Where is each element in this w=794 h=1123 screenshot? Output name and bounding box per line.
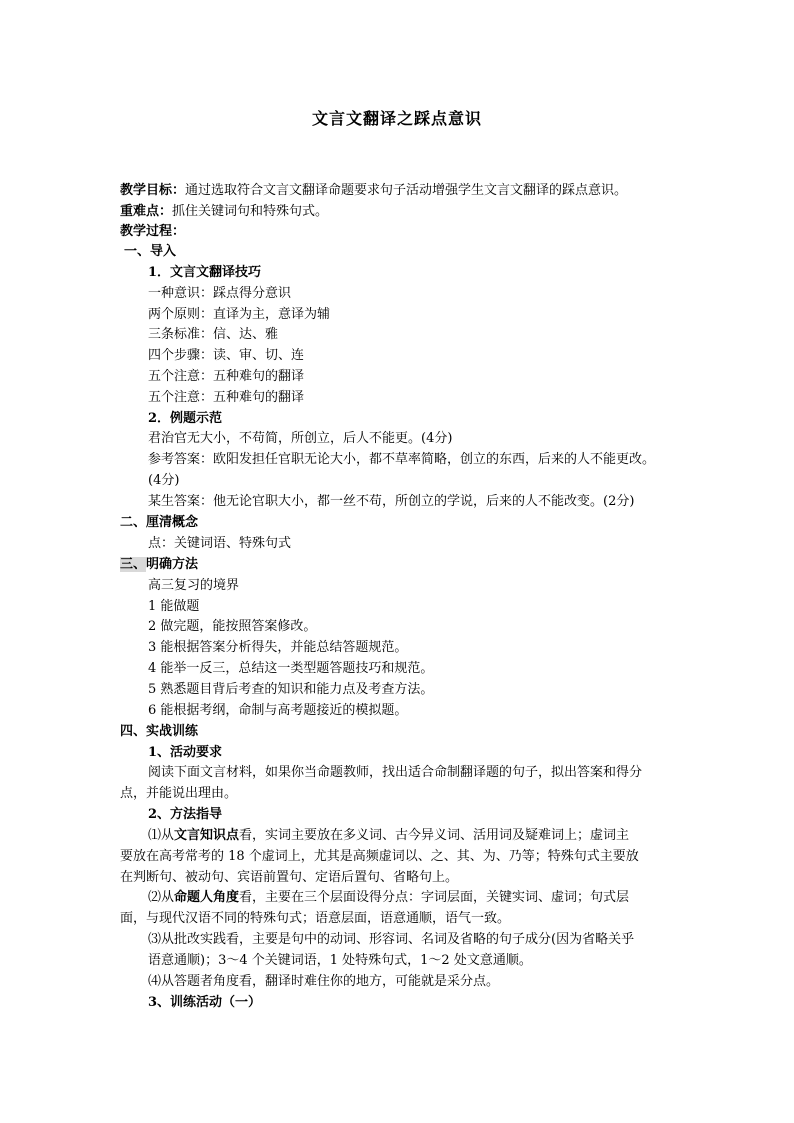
method-1-line-3: 在判断句、被动句、宾语前置句、定语后置句、省略句上。	[120, 870, 459, 885]
list-item: 4 能举一反三，总结这一类型题答题技巧和规范。	[148, 661, 434, 676]
section-4-heading: 四、实战训练	[120, 724, 199, 739]
list-item: 五个注意：五种难句的翻译	[148, 369, 305, 384]
section-3-heading-text: 明确方法	[146, 557, 199, 572]
method-2-keyword: 命题人角度	[174, 890, 240, 905]
method-1-line-2: 要放在高考常考的 18 个虚词上，尤其是高频虚词以、之、其、为、乃等；特殊句式主要放	[120, 849, 639, 864]
list-item: 两个原则：直译为主，意译为辅	[148, 307, 331, 322]
list-item: 三条标准：信、达、雅	[148, 327, 279, 342]
key-point-label: 重难点：	[120, 204, 173, 219]
method-4-line: ⑷从答题者角度看，翻译时难住你的地方，可能就是采分点。	[148, 974, 500, 989]
list-item: 2 做完题，能按照答案修改。	[148, 619, 317, 634]
method-2-prefix: ⑵从	[148, 890, 175, 905]
list-item: 四个步骤：读、审、切、连	[148, 348, 305, 363]
method-2-line-1	[148, 888, 708, 908]
reference-answer-score: (4分)	[148, 473, 180, 488]
list-item: 1 能做题	[148, 599, 200, 614]
method-1-keyword: 文言知识点	[174, 828, 240, 843]
example-sentence: 君治官无大小，不苟简，所创立，后人不能更。(4分)	[148, 431, 453, 446]
section-1-sub-2: 2．例题示范	[148, 411, 223, 426]
list-item: 6 能根据考纲，命制与高考题接近的模拟题。	[148, 703, 408, 718]
goal-label: 教学目标：	[120, 183, 186, 198]
list-item: 五个注意：五种难句的翻译	[148, 390, 305, 405]
student-answer: 某生答案：他无论官职大小，都一丝不苟，所创立的学说，后来的人不能改变。(2分)	[148, 494, 635, 509]
teaching-goal	[120, 181, 680, 201]
method-1-line-1	[148, 826, 708, 846]
section-1-heading: 一、导入	[124, 244, 177, 259]
section-2-line: 点：关键词语、特殊句式	[148, 536, 292, 551]
page-title: 文言文翻译之踩点意识	[311, 109, 482, 128]
section-3-intro: 高三复习的境界	[148, 578, 240, 593]
process-label: 教学过程：	[120, 224, 186, 239]
key-point	[120, 202, 680, 222]
requirement-line-2: 点，并能说出理由。	[120, 786, 238, 801]
section-2-heading: 二、厘清概念	[120, 515, 199, 530]
highlighted-text: 三、	[120, 557, 147, 572]
key-point-text: 抓住关键词句和特殊句式。	[172, 204, 329, 219]
section-4-sub-2: 2、方法指导	[148, 807, 223, 822]
method-3-line-1: ⑶从批改实践看，主要是句中的动词、形容词、名词及省略的句子成分(因为省略关乎	[148, 932, 635, 947]
section-3-heading	[120, 555, 680, 575]
goal-text: 通过选取符合文言文翻译命题要求句子活动增强学生文言文翻译的踩点意识。	[185, 183, 628, 198]
section-4-sub-3: 3、训练活动（一）	[148, 995, 262, 1010]
list-item: 3 能根据答案分析得失，并能总结答题规范。	[148, 640, 408, 655]
list-item: 5 熟悉题目背后考查的知识和能力点及考查方法。	[148, 682, 434, 697]
section-4-sub-1: 1、活动要求	[148, 745, 223, 760]
method-1-prefix: ⑴从	[148, 828, 175, 843]
requirement-line-1: 阅读下面文言材料，如果你当命题教师，找出适合命制翻译题的句子，拟出答案和得分	[148, 765, 643, 780]
method-2-text: 看，主要在三个层面设得分点：字词层面，关键实词、虚词；句式层	[239, 890, 630, 905]
method-1-text: 看，实词主要放在多义词、古今异义词、活用词及疑难词上；虚词主	[239, 828, 630, 843]
reference-answer: 参考答案：欧阳发担任官职无论大小，都不草率简略，创立的东西，后来的人不能更改。	[148, 452, 656, 467]
list-item: 一种意识：踩点得分意识	[148, 286, 292, 301]
method-3-line-2: 语意通顺)；3～4 个关键词语，1 处特殊句式，1～2 处文意通顺。	[148, 953, 532, 968]
method-2-line-2: 面，与现代汉语不同的特殊句式；语意层面，语意通顺，语气一致。	[120, 911, 511, 926]
section-1-sub-1: 1．文言文翻译技巧	[148, 265, 262, 280]
